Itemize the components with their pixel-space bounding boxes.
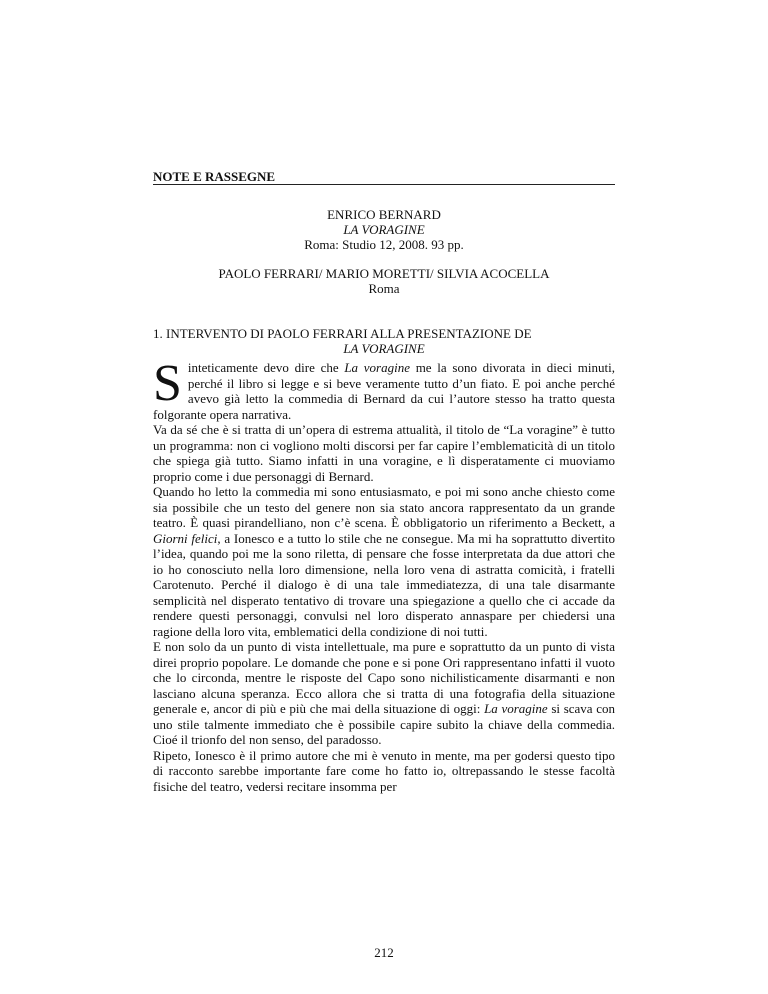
paragraph-5: Ripeto, Ionesco è il primo autore che mi è venuto in mente, ma per godersi questo tipo di racconto sarebbe importante fare come ho fatto io, oltrepassando le stesse facoltà fisiche del teatro, vedersi recitare insomma per <box>153 747 615 794</box>
paragraph-3 <box>153 484 615 639</box>
section-label: NOTE E RASSEGNE <box>153 169 276 184</box>
book-info <box>153 207 615 252</box>
reviewers-info <box>153 266 615 296</box>
paragraph-1-text-a: inteticamente devo dire che <box>187 360 345 375</box>
drop-cap: S <box>153 355 182 412</box>
article-body <box>153 355 616 794</box>
book-author: ENRICO BERNARD <box>327 207 441 222</box>
paragraph-1 <box>153 355 615 422</box>
paragraph-3-text-a: Quando ho letto la commedia mi sono entusiasmato, e poi mi sono anche chiesto come sia possibile che un testo del genere non sia stato ancora rappresentato da un grande teatro. È quasi pirandelliano, non c’è scena. È obbligatorio un riferimento a Beckett, a <box>153 484 615 530</box>
book-title: LA VORAGINE <box>343 222 425 237</box>
heading-line-1: 1. INTERVENTO DI PAOLO FERRARI ALLA PRESENTAZIONE DE <box>153 326 532 341</box>
section-rule <box>153 184 615 185</box>
paragraph-2: Va da sé che è si tratta di un’opera di estrema attualità, il titolo de “La voragine” è tutto un programma: non ci vogliono molti discorsi per far capire l’emblematicità di un titolo che spiega già tutto. Siamo infatti in una voragine, e lì disperatamente ci muoviamo proprio come i due personaggi di Bernard. <box>153 422 615 484</box>
paragraph-4-text-b: si scava con uno stile talmente immediato che è possibile capire subito la chiave della commedia. Cioé il trionfo del non senso, del paradosso. <box>153 701 616 747</box>
page-number: 212 <box>374 945 394 960</box>
paragraph-4-text-a: E non solo da un punto di vista intellettuale, ma pure e soprattutto da un punto di vista direi proprio popolare. Le domande che pone e si pone Ori rappresentano infatti il vuoto che lo circonda, mentre le risposte del Capo sono nichilisticamente disarmanti e non lasciano alcuna speranza. Ecco allora che si tratta di una fotografia della situazione generale e, ancor di più e più che mai della situazione di oggi: <box>153 639 615 716</box>
article-heading <box>153 326 615 356</box>
paragraph-4 <box>153 639 615 748</box>
reviewer-city: Roma <box>368 281 400 296</box>
paragraph-3-text-b: , a Ionesco e a tutto lo stile che ne consegue. Ma mi ha soprattutto divertito l’idea, quando poi me la sono riletta, di pensare che fosse interpretata da due attori che io ho conosciuto nella loro dimensione, nella loro vena di astratta comicità, i fratelli Carotenuto. Perché il dialogo è di una tale immediatezza, di una tale disarmante semplicità nel disperato tentativo di trovare una spiegazione a quello che ci accade da rendere questi personaggi, convulsi nel loro disperato annaspare per chiedersi una ragione della loro vita, emblematici della condizione di noi tutti. <box>153 530 615 639</box>
book-publication: Roma: Studio 12, 2008. 93 pp. <box>304 237 464 252</box>
paragraph-3-emphasis: Giorni felici <box>153 530 218 546</box>
reviewer-names: PAOLO FERRARI/ MARIO MORETTI/ SILVIA ACOCELLA <box>218 266 550 281</box>
paragraph-4-emphasis: La voragine <box>484 701 548 716</box>
paragraph-1-text-b: me la sono divorata in dieci minuti, perché il libro si legge e si beve veramente tutto d’un fiato. E poi anche perché avevo già letto la commedia di Bernard da cui l’autore stesso ha tratto questa folgorante opera narrativa. <box>153 360 615 422</box>
heading-line-2: LA VORAGINE <box>343 341 425 356</box>
paragraph-1-emphasis: La voragine <box>344 360 410 375</box>
